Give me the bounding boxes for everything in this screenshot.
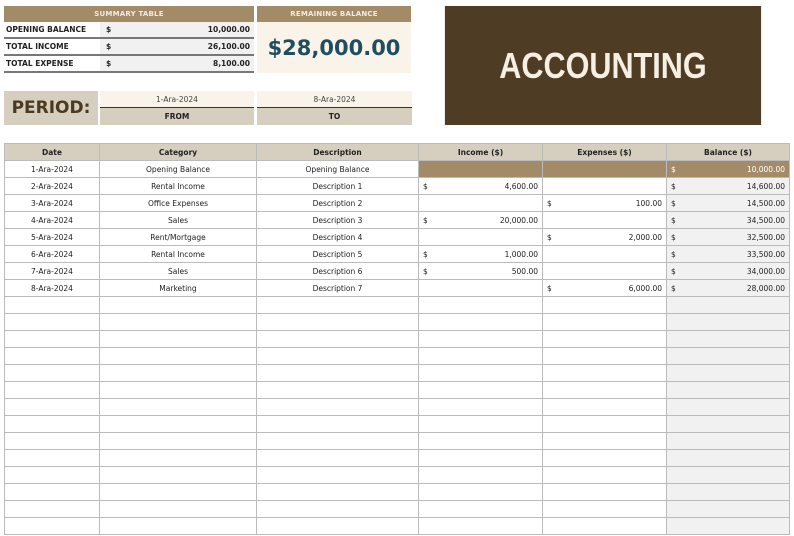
currency-symbol: $ bbox=[547, 283, 552, 293]
table-row bbox=[5, 178, 790, 195]
balance-cell: $ 34,500.00 bbox=[667, 212, 790, 229]
summary-row bbox=[4, 22, 254, 39]
income-cell[interactable] bbox=[419, 161, 543, 178]
column-header[interactable]: Date bbox=[5, 144, 100, 161]
column-header[interactable]: Income ($) bbox=[419, 144, 543, 161]
description-cell[interactable]: Description 3 bbox=[257, 212, 419, 229]
table-row bbox=[5, 212, 790, 229]
expenses-cell[interactable] bbox=[543, 212, 667, 229]
currency-symbol: $ bbox=[423, 249, 428, 259]
balance-cell: $ 10,000.00 bbox=[667, 161, 790, 178]
date-cell[interactable]: 7-Ara-2024 bbox=[5, 263, 100, 280]
period-to-label: TO bbox=[257, 108, 412, 125]
summary-label: TOTAL EXPENSE bbox=[4, 56, 100, 71]
income-cell[interactable]: $ 1,000.00 bbox=[419, 246, 543, 263]
column-header[interactable]: Balance ($) bbox=[667, 144, 790, 161]
currency-symbol: $ bbox=[423, 215, 428, 225]
description-cell[interactable]: Description 6 bbox=[257, 263, 419, 280]
currency-symbol: $ bbox=[671, 266, 676, 276]
column-header[interactable]: Category bbox=[100, 144, 257, 161]
date-cell[interactable]: 5-Ara-2024 bbox=[5, 229, 100, 246]
summary-label: TOTAL INCOME bbox=[4, 39, 100, 54]
period-to-date[interactable]: 8-Ara-2024 bbox=[257, 91, 412, 108]
table-row bbox=[5, 229, 790, 246]
remaining-balance-title: REMAINING BALANCE bbox=[257, 6, 411, 22]
income-cell[interactable]: $ 500.00 bbox=[419, 263, 543, 280]
category-cell[interactable]: Rent/Mortgage bbox=[100, 229, 257, 246]
empty-row bbox=[5, 467, 790, 484]
empty-row bbox=[5, 450, 790, 467]
currency-symbol: $ bbox=[100, 39, 140, 54]
expenses-cell[interactable]: $ 6,000.00 bbox=[543, 280, 667, 297]
empty-row bbox=[5, 433, 790, 450]
table-row bbox=[5, 280, 790, 297]
empty-row bbox=[5, 297, 790, 314]
accounting-banner: ACCOUNTING bbox=[445, 6, 761, 125]
category-cell[interactable]: Rental Income bbox=[100, 246, 257, 263]
table-row bbox=[5, 246, 790, 263]
empty-row bbox=[5, 365, 790, 382]
description-cell[interactable]: Description 4 bbox=[257, 229, 419, 246]
category-cell[interactable]: Sales bbox=[100, 212, 257, 229]
currency-symbol: $ bbox=[100, 22, 140, 37]
balance-cell: $ 14,500.00 bbox=[667, 195, 790, 212]
description-cell[interactable]: Opening Balance bbox=[257, 161, 419, 178]
balance-cell: $ 33,500.00 bbox=[667, 246, 790, 263]
currency-symbol: $ bbox=[547, 232, 552, 242]
income-cell[interactable]: $ 4,600.00 bbox=[419, 178, 543, 195]
currency-symbol: $ bbox=[100, 56, 140, 71]
income-cell[interactable]: $ 20,000.00 bbox=[419, 212, 543, 229]
column-header[interactable]: Description bbox=[257, 144, 419, 161]
date-cell[interactable]: 3-Ara-2024 bbox=[5, 195, 100, 212]
summary-value: 8,100.00 bbox=[140, 56, 254, 71]
empty-row bbox=[5, 314, 790, 331]
currency-symbol: $ bbox=[547, 198, 552, 208]
currency-symbol: $ bbox=[671, 164, 676, 174]
currency-symbol: $ bbox=[423, 181, 428, 191]
empty-row bbox=[5, 399, 790, 416]
empty-row bbox=[5, 518, 790, 535]
expenses-cell[interactable] bbox=[543, 263, 667, 280]
balance-cell: $ 28,000.00 bbox=[667, 280, 790, 297]
empty-row bbox=[5, 501, 790, 518]
expenses-cell[interactable]: $ 2,000.00 bbox=[543, 229, 667, 246]
income-cell[interactable] bbox=[419, 195, 543, 212]
date-cell[interactable]: 2-Ara-2024 bbox=[5, 178, 100, 195]
description-cell[interactable]: Description 2 bbox=[257, 195, 419, 212]
summary-row bbox=[4, 56, 254, 73]
expenses-cell[interactable]: $ 100.00 bbox=[543, 195, 667, 212]
category-cell[interactable]: Rental Income bbox=[100, 178, 257, 195]
empty-row bbox=[5, 484, 790, 501]
table-row bbox=[5, 161, 790, 178]
empty-row bbox=[5, 331, 790, 348]
empty-row bbox=[5, 348, 790, 365]
income-cell[interactable] bbox=[419, 280, 543, 297]
currency-symbol: $ bbox=[671, 215, 676, 225]
expenses-cell[interactable] bbox=[543, 178, 667, 195]
transactions-table bbox=[4, 143, 790, 535]
category-cell[interactable]: Office Expenses bbox=[100, 195, 257, 212]
currency-symbol: $ bbox=[671, 283, 676, 293]
date-cell[interactable]: 6-Ara-2024 bbox=[5, 246, 100, 263]
summary-table-title: SUMMARY TABLE bbox=[4, 6, 254, 22]
category-cell[interactable]: Sales bbox=[100, 263, 257, 280]
description-cell[interactable]: Description 1 bbox=[257, 178, 419, 195]
summary-label: OPENING BALANCE bbox=[4, 22, 100, 37]
column-header[interactable]: Expenses ($) bbox=[543, 144, 667, 161]
currency-symbol: $ bbox=[671, 232, 676, 242]
currency-symbol: $ bbox=[671, 198, 676, 208]
balance-cell: $ 14,600.00 bbox=[667, 178, 790, 195]
category-cell[interactable]: Marketing bbox=[100, 280, 257, 297]
balance-cell: $ 34,000.00 bbox=[667, 263, 790, 280]
summary-row bbox=[4, 39, 254, 56]
date-cell[interactable]: 1-Ara-2024 bbox=[5, 161, 100, 178]
currency-symbol: $ bbox=[423, 266, 428, 276]
description-cell[interactable]: Description 7 bbox=[257, 280, 419, 297]
remaining-balance-value: $28,000.00 bbox=[257, 22, 411, 73]
period-from-date[interactable]: 1-Ara-2024 bbox=[100, 91, 254, 108]
category-cell[interactable]: Opening Balance bbox=[100, 161, 257, 178]
currency-symbol: $ bbox=[671, 249, 676, 259]
date-cell[interactable]: 8-Ara-2024 bbox=[5, 280, 100, 297]
expenses-cell[interactable] bbox=[543, 246, 667, 263]
period-label: PERIOD: bbox=[4, 91, 98, 125]
balance-cell: $ 32,500.00 bbox=[667, 229, 790, 246]
empty-row bbox=[5, 382, 790, 399]
empty-row bbox=[5, 416, 790, 433]
expenses-cell[interactable] bbox=[543, 161, 667, 178]
income-cell[interactable] bbox=[419, 229, 543, 246]
period-from-label: FROM bbox=[100, 108, 254, 125]
table-row bbox=[5, 263, 790, 280]
date-cell[interactable]: 4-Ara-2024 bbox=[5, 212, 100, 229]
summary-value: 10,000.00 bbox=[140, 22, 254, 37]
table-row bbox=[5, 195, 790, 212]
currency-symbol: $ bbox=[671, 181, 676, 191]
summary-value: 26,100.00 bbox=[140, 39, 254, 54]
description-cell[interactable]: Description 5 bbox=[257, 246, 419, 263]
